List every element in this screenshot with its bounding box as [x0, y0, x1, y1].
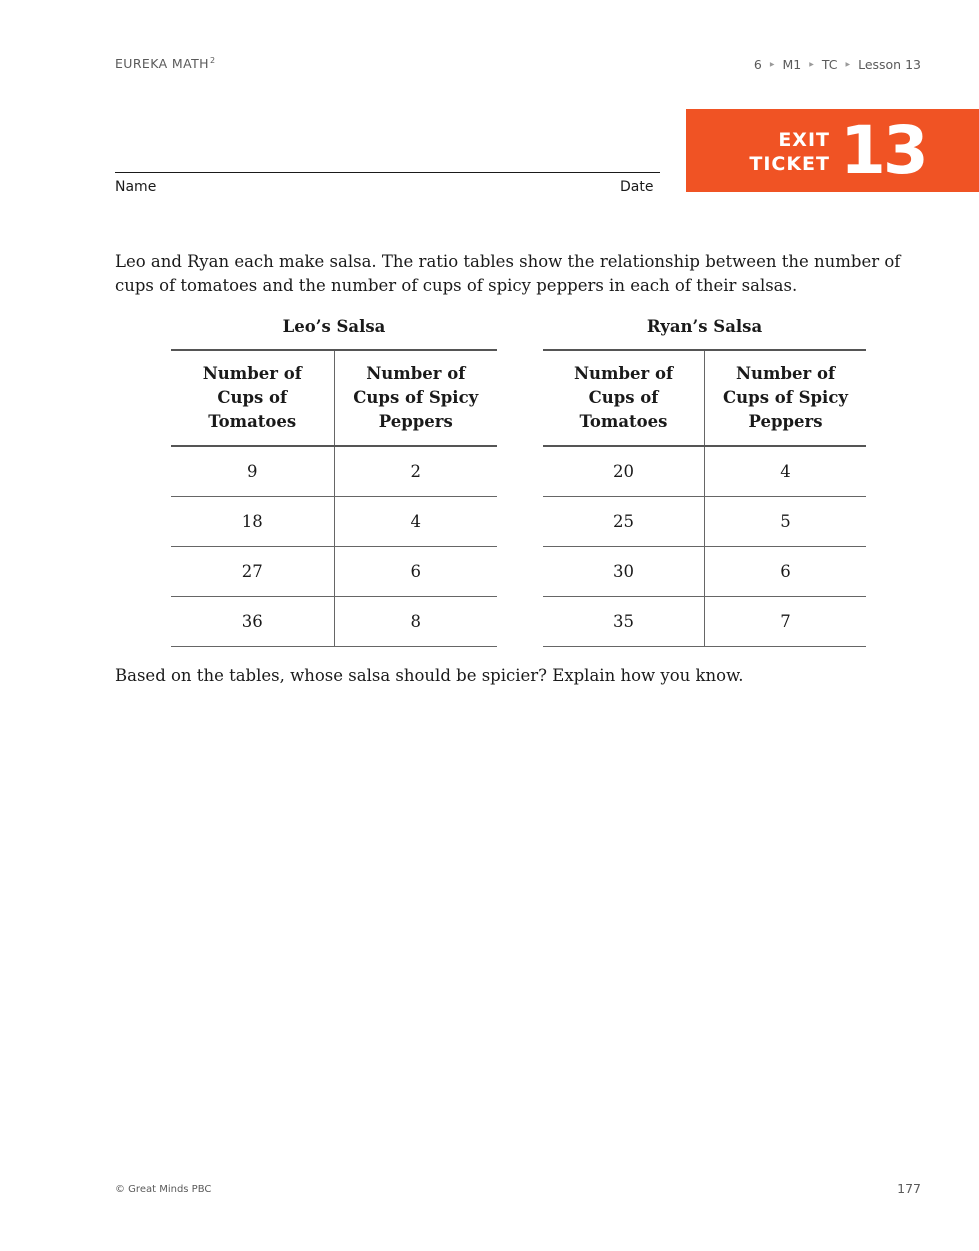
table-title: Ryan’s Salsa [646, 317, 763, 336]
table-row [171, 497, 497, 547]
table-cell: 36 [171, 597, 334, 647]
problem-prompt: Leo and Ryan each make salsa. The ratio tables show the relationship between the number of cups of tomatoes and the number of cups of spicy peppers in each of their salsas. [115, 252, 901, 295]
exit-ticket-label [734, 128, 830, 176]
table-row [171, 597, 497, 647]
table-row [543, 497, 866, 547]
table-cell: 25 [543, 497, 705, 547]
table-cell: 6 [705, 547, 867, 597]
ratio-table [543, 349, 866, 647]
table-row [543, 547, 866, 597]
chevron-right-icon: ▶ [769, 61, 775, 68]
breadcrumb-grade: 6 [753, 57, 762, 72]
table-cell: 8 [334, 597, 497, 647]
exit-ticket-badge [686, 109, 979, 192]
table-cell: 6 [334, 547, 497, 597]
ticket-word: TICKET [749, 153, 830, 175]
breadcrumb [754, 57, 921, 72]
table-cell: 2 [334, 446, 497, 497]
table-cell: 7 [705, 597, 867, 647]
breadcrumb-module: M1 [782, 57, 802, 72]
table-header-row [543, 350, 866, 446]
ryan-salsa-table [543, 315, 866, 647]
table-row [171, 547, 497, 597]
name-date-line[interactable] [115, 172, 660, 173]
table-cell: 4 [334, 497, 497, 547]
table-row [543, 597, 866, 647]
table-cell: 9 [171, 446, 334, 497]
name-label: Name [115, 179, 157, 195]
question-text: Based on the tables, whose salsa should be spicier? Explain how you know. [115, 666, 744, 685]
breadcrumb-topic: TC [821, 57, 838, 72]
chevron-right-icon: ▶ [845, 61, 851, 68]
leo-salsa-table [171, 315, 497, 647]
table-cell: 5 [705, 497, 867, 547]
exit-word: EXIT [778, 129, 830, 151]
table-cell: 35 [543, 597, 705, 647]
column-header-tomatoes: Number of Cups of Tomatoes [171, 350, 334, 446]
table-cell: 30 [543, 547, 705, 597]
table-cell: 20 [543, 446, 705, 497]
chevron-right-icon: ▶ [809, 61, 814, 68]
column-header-tomatoes: Number of Cups of Tomatoes [543, 350, 705, 446]
table-row [171, 446, 497, 497]
brand-text: EUREKA MATH [115, 56, 209, 71]
breadcrumb-lesson: Lesson 13 [858, 57, 921, 72]
column-header-peppers: Number of Cups of Spicy Peppers [334, 350, 497, 446]
table-row [543, 446, 866, 497]
copyright: © Great Minds PBC [115, 1184, 212, 1195]
date-label: Date [620, 179, 654, 195]
brand-superscript: 2 [209, 56, 216, 65]
table-header-row [171, 350, 497, 446]
page-number: 177 [897, 1181, 921, 1196]
brand-logo [115, 56, 215, 71]
table-cell: 18 [171, 497, 334, 547]
table-title: Leo’s Salsa [282, 317, 386, 336]
table-cell: 4 [705, 446, 867, 497]
column-header-peppers: Number of Cups of Spicy Peppers [705, 350, 867, 446]
table-cell: 27 [171, 547, 334, 597]
ratio-table [171, 349, 497, 647]
lesson-number: 13 [840, 112, 926, 189]
